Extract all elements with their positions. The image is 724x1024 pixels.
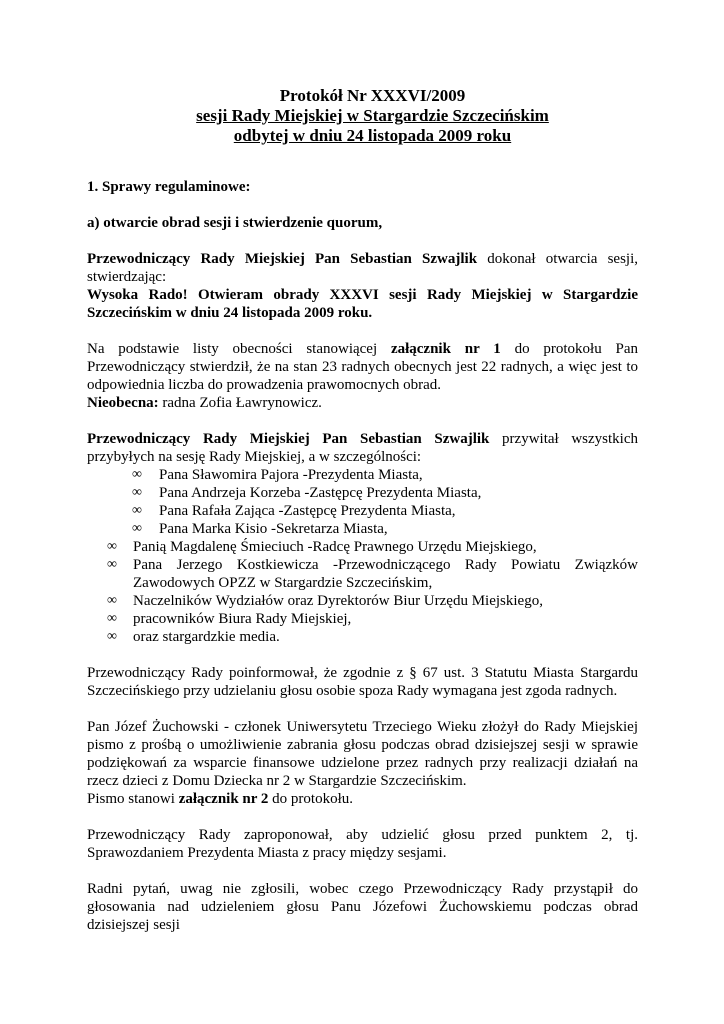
paragraph-vote: Radni pytań, uwag nie zgłosili, wobec czego Przewodniczący Rady przystąpił do głosowania nad udzieleniem głosu Panu Józefowi Żuchowskiemu podczas obrad dzisiejszej sesji	[87, 881, 638, 933]
list-item	[87, 466, 638, 484]
chairman-name: Przewodniczący Rady Miejskiej Pan Sebastian Szwajlik	[87, 251, 478, 267]
infinity-bullet-icon: ∞	[132, 467, 142, 482]
attachment-text-before: Pismo stanowi	[87, 791, 179, 807]
guest-name: Naczelników Wydziałów oraz Dyrektorów Biur Urzędu Miejskiego,	[133, 593, 543, 609]
list-item	[87, 502, 638, 520]
attachment-2-line	[87, 790, 638, 808]
opening-quote: Wysoka Rado! Otwieram obrady XXXVI sesji Rady Miejskiej w Stargardzie Szczecińskim w dniu 24 listopada 2009 roku.	[87, 287, 638, 321]
guest-list-secondary	[87, 538, 638, 646]
guest-name: Pana Sławomira Pajora -Prezydenta Miasta,	[159, 467, 423, 483]
guest-name: Pana Marka Kisio -Sekretarza Miasta,	[159, 521, 388, 537]
section-heading: 1. Sprawy regulaminowe:	[87, 179, 251, 195]
subsection-heading: a) otwarcie obrad sesji i stwierdzenie quorum,	[87, 215, 383, 231]
opening-text: dokonał otwarcia sesji, stwierdzając:	[87, 251, 638, 285]
list-item	[87, 520, 638, 538]
document-body	[87, 86, 638, 934]
infinity-bullet-icon: ∞	[107, 539, 117, 554]
paragraph-proposal: Przewodniczący Rady zaproponował, aby udzielić głosu przed punktem 2, tj. Sprawozdaniem Prezydenta Miasta z pracy między sesjami.	[87, 827, 638, 861]
absent-line	[87, 394, 638, 412]
guest-name: oraz stargardzkie media.	[133, 629, 280, 645]
chairman-name-2: Przewodniczący Rady Miejskiej Pan Sebastian Szwajlik	[87, 431, 490, 447]
guest-name: Pana Jerzego Kostkiewicza -Przewodniczącego Rady Powiatu Związków Zawodowych OPZZ w Stargardzie Szczecińskim,	[133, 557, 638, 591]
attachment-text-after: do protokołu.	[268, 791, 354, 807]
session-date-subtitle: odbytej w dniu 24 listopada 2009 roku	[233, 126, 512, 145]
infinity-bullet-icon: ∞	[132, 503, 142, 518]
guest-name: Panią Magdalenę Śmieciuch -Radcę Prawnego Urzędu Miejskiego,	[133, 539, 537, 555]
attachment-2-ref: załącznik nr 2	[178, 791, 269, 807]
paragraph-request: Pan Józef Żuchowski - członek Uniwersytetu Trzeciego Wieku złożył do Rady Miejskiej pismo z prośbą o umożliwienie zabrania głosu podczas obrad dzisiejszej sesji w sprawie podziękowań za wsparcie finansowe udzielone przez radnych przy realizacji działań na rzecz dzieci z Domu Dziecka nr 2 w Stargardzie Szczecińskim.	[87, 719, 638, 789]
welcome-text: przywitał wszystkich przybyłych na sesję Rady Miejskiej, a w szczególności:	[87, 431, 638, 465]
session-subtitle: sesji Rady Miejskiej w Stargardzie Szczecińskim	[196, 106, 549, 125]
guest-name: Pana Andrzeja Korzeba -Zastępcę Prezydenta Miasta,	[159, 485, 482, 501]
paragraph-opening	[87, 250, 638, 286]
infinity-bullet-icon: ∞	[132, 485, 142, 500]
absent-label: Nieobecna:	[87, 395, 159, 411]
infinity-bullet-icon: ∞	[132, 521, 142, 536]
list-item	[87, 556, 638, 592]
absent-value: radna Zofia Ławrynowicz.	[158, 395, 322, 411]
guest-list-primary	[87, 466, 638, 538]
attachment-1-ref: załącznik nr 1	[390, 341, 501, 357]
infinity-bullet-icon: ∞	[107, 557, 117, 572]
guest-name: Pana Rafała Zająca -Zastępcę Prezydenta Miasta,	[159, 503, 456, 519]
quorum-text-before: Na podstawie listy obecności stanowiącej	[87, 341, 391, 357]
list-item	[87, 610, 638, 628]
paragraph-quorum	[87, 340, 638, 394]
paragraph-statute: Przewodniczący Rady poinformował, że zgodnie z § 67 ust. 3 Statutu Miasta Stargardu Szczecińskiego przy udzielaniu głosu osobie spoza Rady wymagana jest zgoda radnych.	[87, 665, 638, 699]
list-item	[87, 628, 638, 646]
infinity-bullet-icon: ∞	[107, 611, 117, 626]
list-item	[87, 538, 638, 556]
paragraph-welcome	[87, 430, 638, 466]
list-item	[87, 484, 638, 502]
list-item	[87, 592, 638, 610]
guest-name: pracowników Biura Rady Miejskiej,	[133, 611, 352, 627]
infinity-bullet-icon: ∞	[107, 593, 117, 608]
document-title: Protokół Nr XXXVI/2009	[279, 86, 466, 105]
quorum-text-after: do protokołu Pan Przewodniczący stwierdził, że na stan 23 radnych obecnych jest 22 radnych, a więc jest to odpowiednia liczba do prowadzenia prawomocnych obrad.	[87, 341, 638, 393]
infinity-bullet-icon: ∞	[107, 629, 117, 644]
